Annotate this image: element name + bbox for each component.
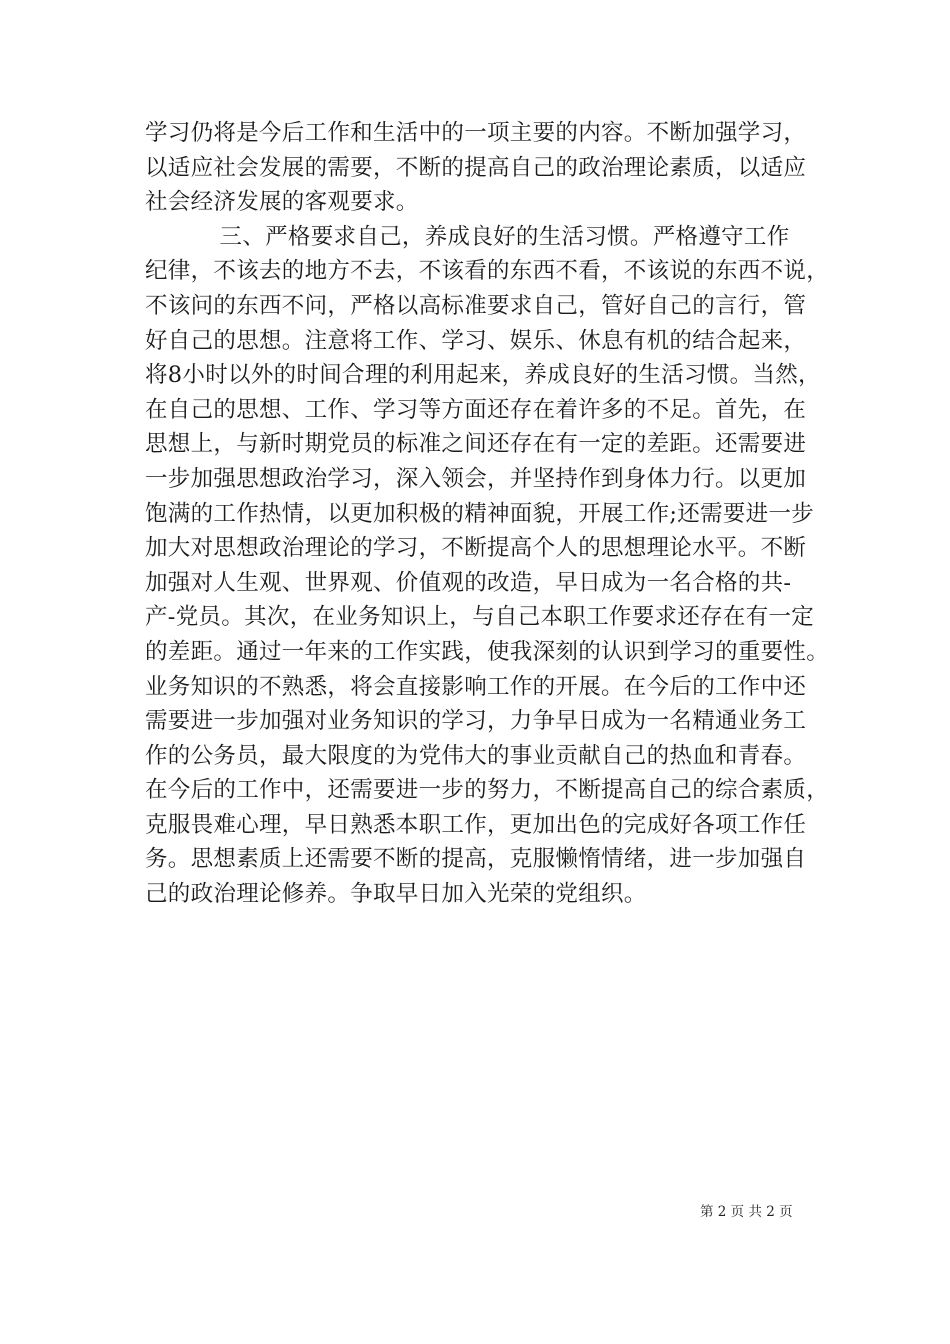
text-line: 的差距。通过一年来的工作实践，使我深刻的认识到学习的重要性。 [145, 638, 830, 665]
text-line: 产-党员。其次，在业务知识上，与自己本职工作要求还存在有一定 [145, 604, 815, 631]
text-line: 己的政治理论修养。争取早日加入光荣的党组织。 [145, 881, 647, 908]
text-line: 在今后的工作中，还需要进一步的努力，不断提高自己的综合素质， [145, 777, 830, 804]
text-line: 以适应社会发展的需要，不断的提高自己的政治理论素质，以适应 [145, 154, 807, 181]
text-line: 好自己的思想。注意将工作、学习、娱乐、休息有机的结合起来， [145, 327, 807, 354]
section-heading-line: 三、严格要求自己，养成良好的生活习惯。严格遵守工作 [145, 223, 790, 250]
text-line: 克服畏难心理，早日熟悉本职工作，更加出色的完成好各项工作任 [145, 811, 807, 838]
text-line: 思想上，与新时期党员的标准之间还存在有一定的差距。还需要进 [145, 431, 807, 458]
text-line: 不该问的东西不问，严格以高标准要求自己，管好自己的言行，管 [145, 292, 807, 319]
body-text [145, 116, 835, 912]
text-line: 饱满的工作热情，以更加积极的精神面貌，开展工作;还需要进一步 [145, 500, 815, 527]
text-line: 学习仍将是今后工作和生活中的一项主要的内容。不断加强学习， [145, 120, 807, 146]
text-line: 务。思想素质上还需要不断的提高，克服懒惰情绪，进一步加强自 [145, 846, 807, 873]
text-line: 需要进一步加强对业务知识的学习，力争早日成为一名精通业务工 [145, 708, 807, 735]
text-line: 业务知识的不熟悉，将会直接影响工作的开展。在今后的工作中还 [145, 673, 807, 700]
text-line: 加大对思想政治理论的学习，不断提高个人的思想理论水平。不断 [145, 535, 807, 562]
text-line: 一步加强思想政治学习，深入领会，并坚持作到身体力行。以更加 [145, 465, 807, 492]
text-line: 将8小时以外的时间合理的利用起来，养成良好的生活习惯。当然， [145, 362, 821, 389]
text-line: 在自己的思想、工作、学习等方面还存在着许多的不足。首先，在 [145, 396, 807, 423]
text-line: 加强对人生观、世界观、价值观的改造，早日成为一名合格的共- [145, 569, 792, 596]
text-line: 纪律，不该去的地方不去，不该看的东西不看，不该说的东西不说， [145, 258, 830, 285]
text-line: 社会经济发展的客观要求。 [145, 189, 419, 216]
page-footer: 第 2 页 共 2 页 [700, 1204, 793, 1220]
text-line: 作的公务员，最大限度的为党伟大的事业贡献自己的热血和青春。 [145, 742, 807, 769]
